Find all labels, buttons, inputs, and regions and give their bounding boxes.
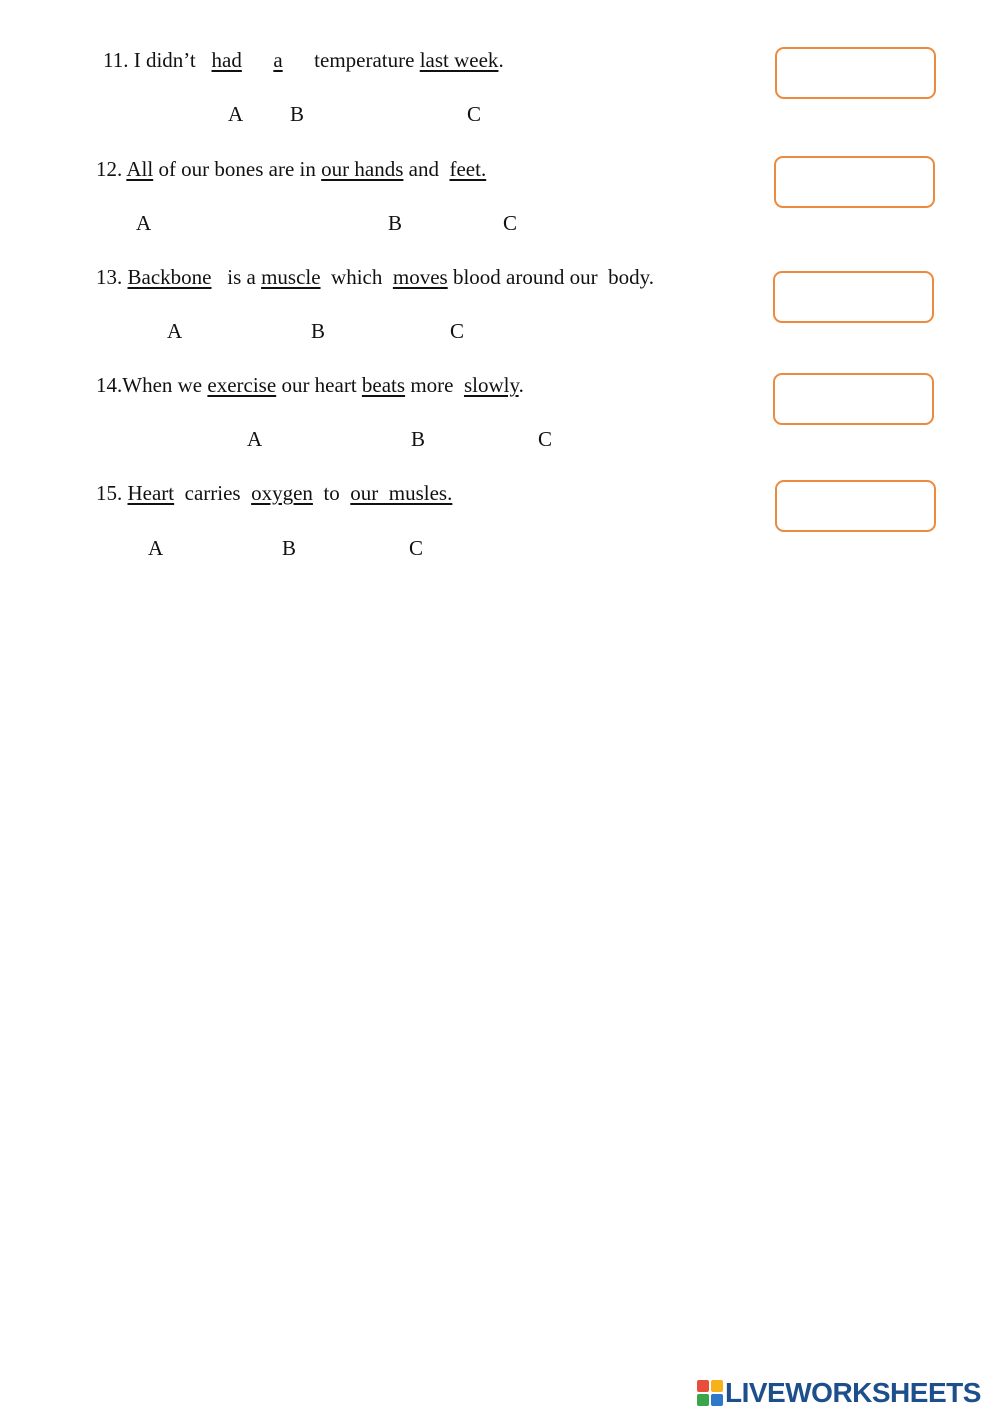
underlined-part-b: muscle [261, 265, 321, 289]
question-13-sentence: 13. Backbone is a muscle which moves blood around our body. [96, 265, 654, 289]
option-label-b: B [311, 319, 326, 343]
answer-box-14[interactable] [773, 373, 934, 425]
underlined-part-c: slowly [463, 373, 519, 397]
option-label-a: A [136, 211, 152, 235]
answer-box-12[interactable] [774, 156, 935, 208]
option-label-c: C [538, 427, 553, 451]
brand-mark-icon [697, 1380, 723, 1406]
liveworksheets-logo [697, 1377, 981, 1409]
answer-box-13[interactable] [773, 271, 934, 323]
underlined-part-c: our musles. [350, 481, 453, 505]
question-14-sentence: 14.When we exercise our heart beats more slowly. [96, 373, 524, 397]
option-label-c: C [450, 319, 465, 343]
underlined-part-b: a [273, 48, 283, 72]
underlined-part-a: had [211, 48, 242, 72]
brand-text: LIVEWORKSHEETS [725, 1377, 981, 1408]
underlined-part-a: Backbone [127, 265, 212, 289]
underlined-part-b: our hands [321, 157, 404, 181]
underlined-part-b: oxygen [251, 481, 313, 505]
option-label-b: B [411, 427, 426, 451]
underlined-part-a: All [126, 157, 154, 181]
answer-box-15[interactable] [775, 480, 936, 532]
option-label-c: C [503, 211, 518, 235]
underlined-part-c: moves [392, 265, 448, 289]
question-15-sentence: 15. Heart carries oxygen to our musles. [96, 481, 453, 505]
question-number: 13. [96, 265, 123, 289]
option-label-c: C [467, 102, 482, 126]
option-label-b: B [290, 102, 305, 126]
underlined-part-a: exercise [207, 373, 277, 397]
underlined-part-c: feet. [449, 157, 487, 181]
option-label-a: A [228, 102, 244, 126]
option-label-c: C [409, 536, 424, 560]
question-number: 15. [96, 481, 123, 505]
option-label-a: A [167, 319, 183, 343]
underlined-part-b: beats [361, 373, 406, 397]
question-number: 11. [103, 48, 129, 72]
answer-box-11[interactable] [775, 47, 936, 99]
question-number: 12. [96, 157, 123, 181]
option-label-a: A [148, 536, 164, 560]
underlined-part-a: Heart [127, 481, 175, 505]
question-11-sentence: 11. I didn’t had a temperature last week. [103, 48, 504, 72]
option-label-b: B [388, 211, 403, 235]
underlined-part-c: last week [419, 48, 499, 72]
question-12-sentence: 12. All of our bones are in our hands and feet. [96, 157, 487, 181]
question-number: 14. [96, 373, 123, 397]
option-label-b: B [282, 536, 297, 560]
option-label-a: A [247, 427, 263, 451]
